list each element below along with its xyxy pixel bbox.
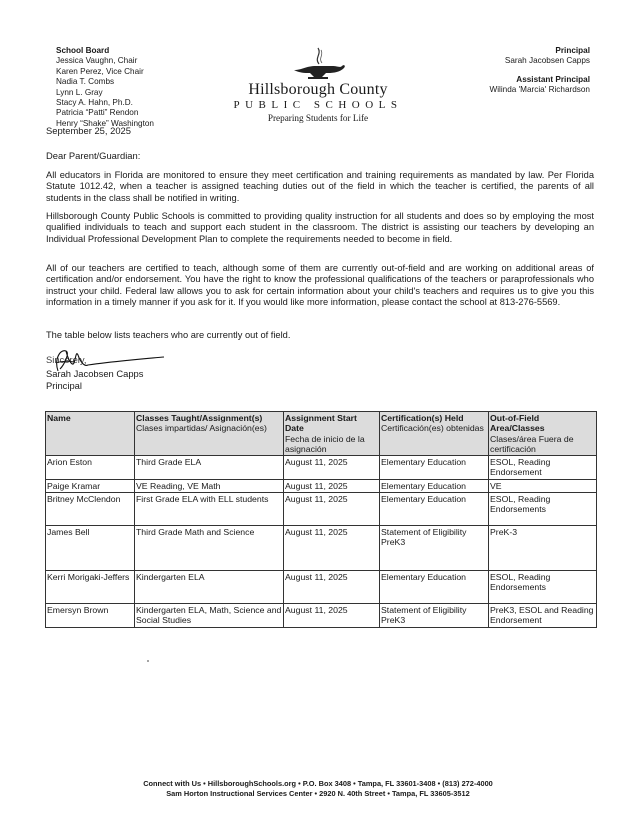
table-row <box>46 526 597 571</box>
header-cell: Name <box>46 412 135 456</box>
salutation: Dear Parent/Guardian: <box>46 150 141 161</box>
scan-speck <box>147 660 149 662</box>
district-tagline: Preparing Students for Life <box>267 113 369 123</box>
table-cell: August 11, 2025 <box>284 604 380 628</box>
letter-date: September 25, 2025 <box>46 125 131 136</box>
board-member: Patricia “Patti” Rendon <box>56 108 139 118</box>
board-member: Lynn L. Gray <box>56 87 103 97</box>
table-row <box>46 479 597 492</box>
header-cell: Classes Taught/Assignment(s) Clases impartidas/ Asignación(es) <box>135 412 284 456</box>
table-cell: ESOL, Reading Endorsements <box>489 493 597 526</box>
paragraph-3: All of our teachers are certified to teach, although some of them are currently out-of-field and are working on additional areas of certification and/or endorsement. You have the right to know the professional qualifications of the teachers or paraprofessionals who instruct your child. Federal law allows you to ask for certain information about your child's teachers and requires us to give you this information in a timely manner if you ask for it. If you would like more information, please contact the school at 813-276-5569. <box>46 263 594 308</box>
table-cell: Kindergarten ELA, Math, Science and Social Studies <box>135 604 284 628</box>
header-cell: Certification(s) Held Certificación(es) obtenidas <box>380 412 489 456</box>
table-header-row <box>46 412 597 456</box>
closing: Sincerely, <box>46 354 87 365</box>
table-cell: Elementary Education <box>380 571 489 604</box>
principal-block <box>489 46 590 96</box>
table-cell: Emersyn Brown <box>46 604 135 628</box>
table-cell: Elementary Education <box>380 479 489 492</box>
board-member: Karen Perez, Vice Chair <box>56 66 144 76</box>
table-cell: Paige Kramar <box>46 479 135 492</box>
table-row <box>46 456 597 480</box>
table-cell: Elementary Education <box>380 493 489 526</box>
table-cell: Kerri Morigaki-Jeffers <box>46 571 135 604</box>
paragraph-4: The table below lists teachers who are currently out of field. <box>46 330 291 340</box>
footer <box>0 779 636 799</box>
table-cell: Kindergarten ELA <box>135 571 284 604</box>
signature-block <box>46 354 144 391</box>
district-subtitle: PUBLIC SCHOOLS <box>233 99 403 111</box>
table-cell: Third Grade Math and Science <box>135 526 284 571</box>
board-member: Stacy A. Hahn, Ph.D. <box>56 98 133 108</box>
table-cell: August 11, 2025 <box>284 456 380 480</box>
table-cell: First Grade ELA with ELL students <box>135 493 284 526</box>
signer-title: Principal <box>46 379 82 391</box>
table-row <box>46 571 597 604</box>
lamp-of-learning-icon <box>288 46 348 80</box>
table-cell: Britney McClendon <box>46 493 135 526</box>
footer-line-2: Sam Horton Instructional Services Center • 2920 N. 40th Street • Tampa, FL 33605-3512 <box>166 789 470 798</box>
out-of-field-table <box>45 411 597 628</box>
table-cell: Arion Eston <box>46 456 135 480</box>
footer-line-1: Connect with Us • HillsboroughSchools.org • P.O. Box 3408 • Tampa, FL 33601-3408 • (813) 272-4000 <box>143 779 493 788</box>
table-cell: August 11, 2025 <box>284 571 380 604</box>
table-cell: Statement of Eligibility PreK3 <box>380 526 489 571</box>
paragraph-1: All educators in Florida are monitored to ensure they meet certification and training requirements as mandated by law. Per Florida Statute 1012.42, when a teacher is assigned teaching duties out of the field in which the teacher is certified, the parents of all students in the class shall be notified in writing. <box>46 170 594 203</box>
header-cell: Assignment Start Date Fecha de inicio de la asignación <box>284 412 380 456</box>
board-member: Henry “Shake” Washington <box>56 118 154 128</box>
table-cell: ESOL, Reading Endorsements <box>489 571 597 604</box>
table-cell: August 11, 2025 <box>284 493 380 526</box>
table-cell: Elementary Education <box>380 456 489 480</box>
principal-name: Sarah Jacobsen Capps <box>504 56 590 66</box>
board-member: Jessica Vaughn, Chair <box>56 56 138 66</box>
principal-heading: Principal <box>555 46 590 55</box>
school-board-heading: School Board <box>56 46 110 55</box>
table-cell: Third Grade ELA <box>135 456 284 480</box>
table-cell: August 11, 2025 <box>284 526 380 571</box>
table-cell: ESOL, Reading Endorsement <box>489 456 597 480</box>
table-cell: Statement of Eligibility PreK3 <box>380 604 489 628</box>
table-cell: VE Reading, VE Math <box>135 479 284 492</box>
table-cell: VE <box>489 479 597 492</box>
district-name: Hillsborough County <box>248 81 388 98</box>
board-member: Nadia T. Combs <box>56 77 115 87</box>
table-cell: August 11, 2025 <box>284 479 380 492</box>
table-row <box>46 493 597 526</box>
assistant-principal-heading: Assistant Principal <box>516 74 590 84</box>
table-cell: PreK3, ESOL and Reading Endorsement <box>489 604 597 628</box>
table-row <box>46 604 597 628</box>
assistant-principal-name: Wilinda 'Marcia' Richardson <box>489 85 590 95</box>
signer-name: Sarah Jacobsen Capps <box>46 368 144 379</box>
table-cell: James Bell <box>46 526 135 571</box>
table-cell: PreK-3 <box>489 526 597 571</box>
paragraph-2: Hillsborough County Public Schools is committed to providing quality instruction for all students and does so by employing the most qualified individuals to teach and support each student in the classroom. The district is assisting our teachers by developing an Individual Professional Development Plan to complete the requirements needed to become in field. <box>46 211 594 244</box>
header-cell: Out-of-Field Area/Classes Clases/área Fuera de certificación <box>489 412 597 456</box>
